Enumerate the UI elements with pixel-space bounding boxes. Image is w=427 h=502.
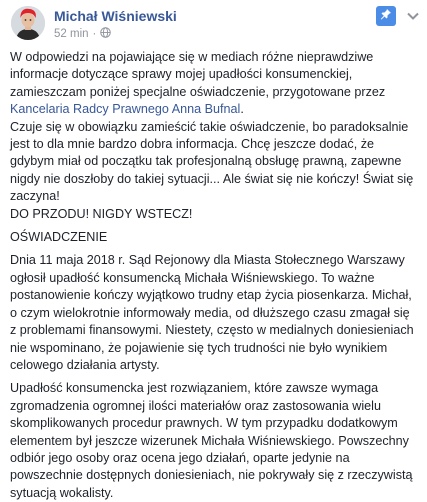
text-line: celowego działania artysty. bbox=[10, 357, 160, 372]
statement-paragraph-2 bbox=[10, 380, 419, 502]
author-name[interactable]: Michał Wiśniewski bbox=[54, 8, 177, 24]
pin-icon bbox=[380, 7, 392, 25]
timestamp[interactable]: 52 min bbox=[54, 28, 89, 40]
avatar[interactable] bbox=[11, 6, 45, 40]
post-body bbox=[10, 49, 419, 502]
text-line: nigdy nie doszłoby do takiej sytuacji... Ale świat się nie kończy! Świat się bbox=[10, 171, 414, 186]
text-line: elementem był jeszcze wizerunek Michała Wiśniewskiego. Powszechny bbox=[10, 433, 409, 448]
globe-icon[interactable] bbox=[100, 27, 111, 41]
text-line bbox=[10, 101, 419, 118]
text-line: z problemami finansowymi. Niestety, często w medialnych doniesieniach bbox=[10, 323, 414, 338]
text-line: zgromadzenia ogromnej ilości materiałów oraz zastosowania wielu bbox=[10, 398, 381, 413]
post-header bbox=[0, 0, 427, 44]
law-firm-link[interactable]: Kancelaria Radcy Prawnego Anna Bufnal bbox=[10, 102, 241, 117]
text-line: DO PRZODU! NIGDY WSTECZ! bbox=[10, 206, 193, 221]
text-line: gdybym miał od początku tak profesjonalną obsługę prawną, zapewne bbox=[10, 154, 402, 169]
text-line: Dnia 11 maja 2018 r. Sąd Rejonowy dla Miasta Stołecznego Warszawy bbox=[10, 253, 405, 268]
text-line: sytuacją wokalisty. bbox=[10, 485, 114, 500]
text-line: ogłosił upadłość konsumencką Michała Wiśniewskiego. To ważne bbox=[10, 270, 375, 285]
pin-button[interactable] bbox=[376, 6, 396, 26]
statement-heading: OŚWIADCZENIE bbox=[10, 230, 108, 245]
text-line: informacje dotyczące sprawy mojej upadłości konsumenckiej, bbox=[10, 67, 353, 82]
statement-paragraph-1 bbox=[10, 252, 419, 374]
chevron-down-icon bbox=[407, 7, 419, 25]
text-line: zaczyna! bbox=[10, 189, 60, 204]
text-line: odbiór jego osoby oraz ocena jego działań, oparte jedynie na bbox=[10, 450, 350, 465]
text-line: o czym wielokrotnie informowały media, od dłuższego czasu zmagał się bbox=[10, 305, 410, 320]
text-line: jest to dla mnie bardzo dobra informacja. Chcę jeszcze dodać, że bbox=[10, 137, 375, 152]
text-line: nie wspominano, że pojawienie się tych trudności nie było wynikiem bbox=[10, 340, 388, 355]
text-line: skomplikowanych procedur prawnych. W tym przypadku dodatkowym bbox=[10, 416, 398, 431]
post-meta bbox=[54, 27, 111, 41]
text-line: Czuje się w obowiązku zamieścić takie oświadczenie, bo paradoksalnie bbox=[10, 119, 409, 134]
link-suffix: . bbox=[240, 102, 244, 117]
post-options-button[interactable] bbox=[405, 6, 421, 26]
intro-paragraph bbox=[10, 49, 419, 223]
text-line: W odpowiedzi na pojawiające się w mediach różne nieprawdziwe bbox=[10, 50, 374, 64]
text-line: zamieszczam poniżej specjalne oświadczenie, przygotowane przez bbox=[10, 84, 386, 99]
separator: · bbox=[92, 28, 97, 40]
text-line: powszechnie dostępnych doniesieniach, nie pokrywały się z rzeczywistą bbox=[10, 468, 413, 483]
text-line: Upadłość konsumencka jest rozwiązaniem, które zawsze wymaga bbox=[10, 381, 379, 396]
text-line: postanowienie kończy wyjątkowo trudny etap życia piosenkarza. Michał, bbox=[10, 288, 412, 303]
